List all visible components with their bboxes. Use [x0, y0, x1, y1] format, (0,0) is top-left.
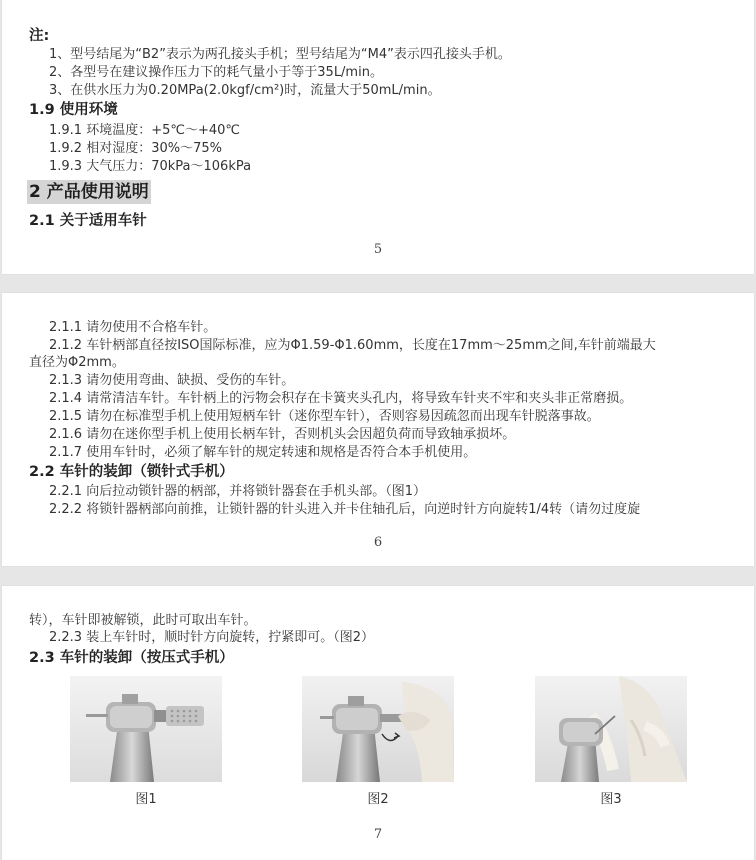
list-item: 2.1.4 请常清洁车针。车针柄上的污物会积存在卡簧夹头孔内，将导致车针夹不牢和夹头非正常磨损。 — [49, 391, 633, 406]
list-item: 2.1.2 车针柄部直径按ISO国际标准，应为Φ1.59-Φ1.60mm，长度在17mm～25mm之间,车针前端最大 — [49, 338, 656, 353]
list-item: 2.1.1 请勿使用不合格车针。 — [49, 320, 217, 335]
page-7 — [2, 586, 754, 860]
list-item: 2.2.2 将锁针器柄部向前推，让锁针器的针头进入并卡住轴孔后，向逆时针方向旋转1/4转（请勿过度旋 — [49, 502, 641, 517]
list-item: 2.1.6 请勿在迷你型手机上使用长柄车针，否则机头会因超负荷而导致轴承损坏。 — [49, 427, 516, 442]
env-item-humidity: 1.9.2 相对湿度：30%～75% — [49, 141, 222, 156]
figure-3-caption: 图3 — [600, 792, 622, 807]
note-item: 1、型号结尾为“B2”表示为两孔接头手机；型号结尾为“M4”表示四孔接头手机。 — [49, 47, 511, 62]
list-item: 2.2.3 装上车针时，顺时针方向旋转，拧紧即可。（图2） — [49, 630, 374, 645]
page-number: 6 — [373, 535, 383, 550]
page-6 — [2, 293, 754, 566]
env-item-temperature: 1.9.1 环境温度：+5℃～+40℃ — [49, 123, 241, 138]
page-5 — [2, 0, 754, 274]
list-item-continuation: 直径为Φ2mm。 — [29, 355, 125, 370]
section-heading-2-2: 2.2 车针的装卸（锁针式手机） — [29, 464, 234, 480]
note-label: 注: — [29, 28, 50, 44]
list-item: 2.1.3 请勿使用弯曲、缺损、受伤的车针。 — [49, 373, 295, 388]
paragraph-continuation: 转），车针即被解锁，此时可取出车针。 — [29, 613, 257, 628]
list-item: 2.1.7 使用车针时，必须了解车针的规定转速和规格是否符合本手机使用。 — [49, 445, 477, 460]
list-item: 2.1.5 请勿在标准型手机上使用短柄车针（迷你型车针），否则容易因疏忽而出现车针脱落事故。 — [49, 409, 600, 424]
env-item-pressure: 1.9.3 大气压力：70kPa～106kPa — [49, 159, 252, 174]
chapter-heading-2: 2 产品使用说明 — [29, 182, 149, 202]
note-item: 3、在供水压力为0.20MPa(2.0kgf/cm²)时，流量大于50mL/min。 — [49, 83, 441, 98]
note-item: 2、各型号在建议操作压力下的耗气量小于等于35L/min。 — [49, 65, 383, 80]
section-heading-1-9: 1.9 使用环境 — [29, 102, 118, 118]
section-heading-2-1: 2.1 关于适用车针 — [29, 213, 147, 229]
figure-3-image — [535, 676, 687, 782]
figure-1-caption: 图1 — [135, 792, 157, 807]
figure-1-image — [70, 676, 222, 782]
figure-2-image — [302, 676, 454, 782]
page-number: 5 — [373, 242, 383, 257]
list-item: 2.2.1 向后拉动锁针器的柄部，并将锁针器套在手机头部。（图1） — [49, 484, 426, 499]
section-heading-2-3: 2.3 车针的装卸（按压式手机） — [29, 650, 234, 666]
page-number: 7 — [373, 827, 383, 842]
figure-2-caption: 图2 — [367, 792, 389, 807]
